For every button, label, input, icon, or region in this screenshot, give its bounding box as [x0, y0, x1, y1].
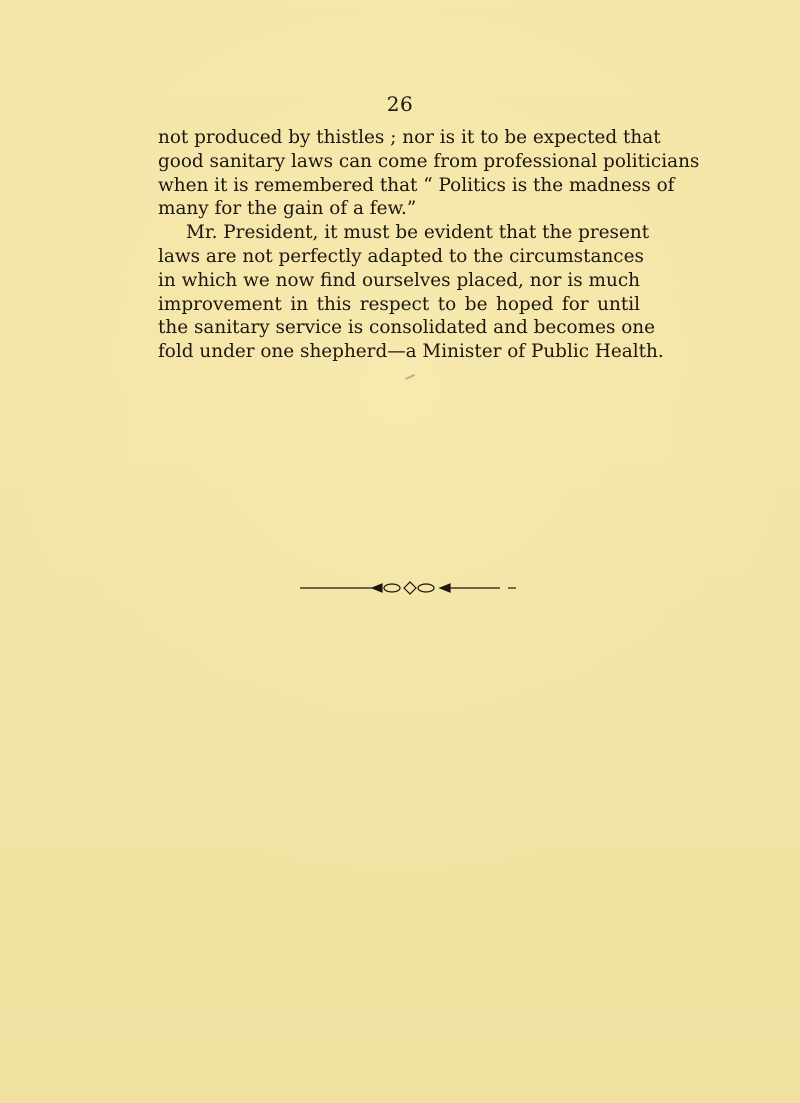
text-line-paragraph-start: Mr. President, it must be evident that the present — [186, 222, 650, 244]
end-flourish-icon — [300, 580, 520, 596]
text-line: improvement in this respect to be hoped for until — [158, 293, 640, 315]
body-text — [158, 126, 700, 364]
text-line: when it is remembered that “ Politics is the madness of — [158, 174, 675, 196]
text-line: good sanitary laws can come from professional politicians — [158, 150, 700, 172]
end-flourish-icon — [300, 582, 516, 594]
text-line: fold under one shepherd—a Minister of Public Health. — [158, 341, 664, 363]
text-line: not produced by thistles ; nor is it to be expected that — [158, 127, 661, 148]
text-line: many for the gain of a few.” — [158, 198, 417, 220]
page-number: 26 — [386, 92, 414, 116]
text-line: laws are not perfectly adapted to the circumstances — [158, 245, 644, 267]
text-line: in which we now find ourselves placed, nor is much — [158, 269, 640, 291]
paper-speck — [405, 374, 415, 380]
text-line: the sanitary service is consolidated and becomes one — [158, 317, 656, 339]
